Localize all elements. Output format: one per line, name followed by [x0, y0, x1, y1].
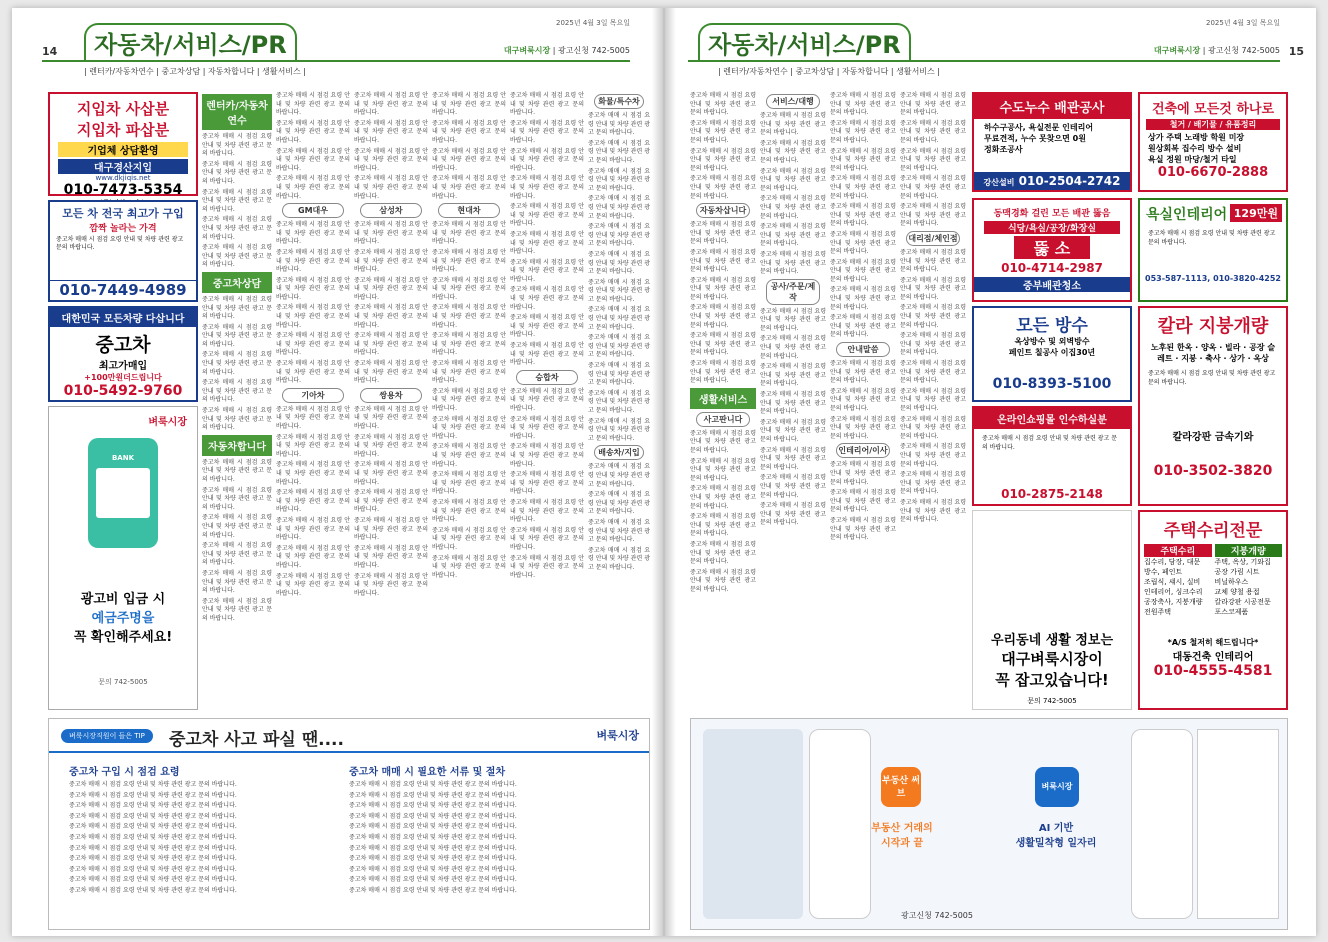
publisher-info: 대구벼룩시장 | 광고신청 742-5005 [1153, 46, 1280, 55]
ad-item: 무료견적, 누수 못찾으면 0원 [984, 134, 1086, 143]
ad-item: 하수구공사, 욕실전문 인테리어 [984, 123, 1094, 132]
phone-illustration [88, 438, 158, 548]
section-header: 대리점/체인점 [906, 231, 960, 246]
ad-title: 수도누수 배관공사 [974, 94, 1130, 119]
issue-date: 2025년 4월 3일 목요일 [1206, 19, 1280, 27]
category-subnav: | 렌터카/자동차연수 | 중고차상담 | 자동차합니다 | 생활서비스 | [84, 67, 306, 76]
page-title: 자동차/서비스/PR [84, 23, 297, 60]
ad-body: 중고차 매매 시 점검 요령 안내 및 차량 관련 광고 문의 바랍니다. [1148, 370, 1276, 386]
classified-column: 중고차 매매 시 점검 요령 안내 및 차량 관련 광고 문의 바랍니다. 중고차 매매 시 점검 요령 안내 및 차량 관련 광고 문의 바랍니다. 중고차 매매 시 점검 요령 안내 및 차량 관련 광고 문의 바랍니다. 중고차 매매 시 점검 요령 안내 및 차량 관련 광고 문의 바랍니다. 중고차 매매 시 점검 요령 안내 및 차량 관련 광고 문의 바랍니다. 중고차 매매 시 점검 요령 안내 및 차량 관련 광고 문의 바랍니다. 중고차 매매 시 점검 요령 안내 및 차량 관련 광고 문의 바랍니다. 중고차 매매 시 점검 요령 안내 및 차량 관련 광고 문의 바랍니다. 중고차 매매 시 점검 요령 안내 및 차량 관련 광고 문의 바랍니다. 중고차 매매 시 점검 요령 안내 및 차량 관련 광고 문의 바랍니다. 승합차 중고차 매매 시 점검 요령 안내 및 차량 관련 광고 문의 바랍니다. 중고차 매매 시 점검 요령 안내 및 차량 관련 광고 문의 바랍니다. 중고차 매매 시 점검 요령 안내 및 차량 관련 광고 문의 바랍니다. 중고차 매매 시 점검 요령 안내 및 차량 관련 광고 문의 바랍니다. 중고차 매매 시 점검 요령 안내 및 차량 관련 광고 문의 바랍니다. 중고차 매매 시 점검 요령 안내 및 차량 관련 광고 문의 바랍니다. 중고차 매매 시 점검 요령 안내 및 차량 관련 광고 문의 바랍니다. [510, 92, 584, 579]
section-header: 공사/주문/제작 [766, 279, 820, 305]
ad-company: 중부배관청소 [974, 277, 1130, 292]
ad-phone: 010-6670-2888 [1157, 165, 1269, 180]
notice-line: 광고비 입금 시 [80, 592, 166, 607]
ad-roof[interactable] [1138, 306, 1288, 506]
ad-brand: 칼라강판 금속기와 [1172, 432, 1254, 443]
ad-apply: 광고신청 742-5005 [558, 46, 630, 55]
section-header: 안내말씀 [836, 342, 890, 357]
ad-title: 온라인쇼핑몰 인수하실분 [974, 408, 1130, 429]
classified-column: 중고차 매매 시 점검 요령 안내 및 차량 관련 광고 문의 바랍니다. 중고차 매매 시 점검 요령 안내 및 차량 관련 광고 문의 바랍니다. 중고차 매매 시 점검 요령 안내 및 차량 관련 광고 문의 바랍니다. 중고차 매매 시 점검 요령 안내 및 차량 관련 광고 문의 바랍니다. 삼성차 중고차 매매 시 점검 요령 안내 및 차량 관련 광고 문의 바랍니다. 중고차 매매 시 점검 요령 안내 및 차량 관련 광고 문의 바랍니다. 중고차 매매 시 점검 요령 안내 및 차량 관련 광고 문의 바랍니다. 중고차 매매 시 점검 요령 안내 및 차량 관련 광고 문의 바랍니다. 중고차 매매 시 점검 요령 안내 및 차량 관련 광고 문의 바랍니다. 중고차 매매 시 점검 요령 안내 및 차량 관련 광고 문의 바랍니다. 쌍용차 중고차 매매 시 점검 요령 안내 및 차량 관련 광고 문의 바랍니다. 중고차 매매 시 점검 요령 안내 및 차량 관련 광고 문의 바랍니다. 중고차 매매 시 점검 요령 안내 및 차량 관련 광고 문의 바랍니다. 중고차 매매 시 점검 요령 안내 및 차량 관련 광고 문의 바랍니다. 중고차 매매 시 점검 요령 안내 및 차량 관련 광고 문의 바랍니다. 중고차 매매 시 점검 요령 안내 및 차량 관련 광고 문의 바랍니다. 중고차 매매 시 점검 요령 안내 및 차량 관련 광고 문의 바랍니다. [354, 92, 428, 597]
promo-line: 우리동네 생활 정보는 [990, 633, 1114, 648]
ad-col: 지붕개량 주택, 옥상, 기와집 공장 가림 시트 비닐하우스 교체 양철 용접 칼라강판 시공전문 포스코제품 [1215, 544, 1283, 617]
ad-title: 건축에 모든것 하나로 [1151, 102, 1275, 117]
ad-sub: 철거 / 배기물 / 유품정리 [1146, 119, 1280, 130]
ad-items [974, 119, 1130, 158]
section-header: GM대우 [282, 203, 344, 218]
ad-local-info[interactable] [972, 510, 1132, 710]
classified-column: 중고차 매매 시 점검 요령 안내 및 차량 관련 광고 문의 바랍니다. 중고차 매매 시 점검 요령 안내 및 차량 관련 광고 문의 바랍니다. 중고차 매매 시 점검 요령 안내 및 차량 관련 광고 문의 바랍니다. 중고차 매매 시 점검 요령 안내 및 차량 관련 광고 문의 바랍니다. 중고차 매매 시 점검 요령 안내 및 차량 관련 광고 문의 바랍니다. 중고차 매매 시 점검 요령 안내 및 차량 관련 광고 문의 바랍니다. 중고차 매매 시 점검 요령 안내 및 차량 관련 광고 문의 바랍니다. 중고차 매매 시 점검 요령 안내 및 차량 관련 광고 문의 바랍니다. 중고차 매매 시 점검 요령 안내 및 차량 관련 광고 문의 바랍니다. 안내말씀 중고차 매매 시 점검 요령 안내 및 차량 관련 광고 문의 바랍니다. 중고차 매매 시 점검 요령 안내 및 차량 관련 광고 문의 바랍니다. 중고차 매매 시 점검 요령 안내 및 차량 관련 광고 문의 바랍니다. 인테리어/이사 중고차 매매 시 점검 요령 안내 및 차량 관련 광고 문의 바랍니다. 중고차 매매 시 점검 요령 안내 및 차량 관련 광고 문의 바랍니다. 중고차 매매 시 점검 요령 안내 및 차량 관련 광고 문의 바랍니다. [830, 92, 896, 542]
left-page [12, 8, 650, 936]
section-header: 렌터카/자동차연수 [202, 94, 272, 130]
ad-title: 동맥경화 걸린 모든 배관 뚫음 [993, 209, 1111, 219]
section-header: 중고차상담 [202, 272, 272, 293]
classified-column: 서비스/대행 중고차 매매 시 점검 요령 안내 및 차량 관련 광고 문의 바랍니다. 중고차 매매 시 점검 요령 안내 및 차량 관련 광고 문의 바랍니다. 중고차 매매 시 점검 요령 안내 및 차량 관련 광고 문의 바랍니다. 중고차 매매 시 점검 요령 안내 및 차량 관련 광고 문의 바랍니다. 중고차 매매 시 점검 요령 안내 및 차량 관련 광고 문의 바랍니다. 중고차 매매 시 점검 요령 안내 및 차량 관련 광고 문의 바랍니다. 공사/주문/제작 중고차 매매 시 점검 요령 안내 및 차량 관련 광고 문의 바랍니다. 중고차 매매 시 점검 요령 안내 및 차량 관련 광고 문의 바랍니다. 중고차 매매 시 점검 요령 안내 및 차량 관련 광고 문의 바랍니다. 중고차 매매 시 점검 요령 안내 및 차량 관련 광고 문의 바랍니다. 중고차 매매 시 점검 요령 안내 및 차량 관련 광고 문의 바랍니다. 중고차 매매 시 점검 요령 안내 및 차량 관련 광고 문의 바랍니다. 중고차 매매 시 점검 요령 안내 및 차량 관련 광고 문의 바랍니다. 중고차 매매 시 점검 요령 안내 및 차량 관련 광고 문의 바랍니다. [760, 92, 826, 712]
section-header: 쌍용차 [360, 388, 422, 403]
phone-mockup [1131, 729, 1193, 919]
ad-line: 대구경산지입 [58, 159, 188, 174]
ad-title: 모든 차 전국 최고가 구입 [62, 207, 184, 220]
issue-date: 2025년 4월 3일 목요일 [556, 19, 630, 27]
job-list-screenshot [1197, 729, 1279, 919]
app-logo[interactable]: 부동산 써브 [881, 767, 921, 807]
publisher-name: 대구벼룩시장 [503, 46, 551, 55]
section-header: 현대차 [438, 203, 500, 218]
ad-item: 정화조공사 [984, 145, 1023, 154]
ask-line: 문의 742-5005 [98, 678, 148, 686]
ad-body: 중고차 매매 시 점검 요령 안내 및 차량 관련 광고 문의 바랍니다. [1148, 230, 1276, 246]
section-header: 사고판니다 [696, 412, 750, 427]
section-header: 생활서비스 [690, 388, 756, 409]
ad-body: 중고차 매매 시 점검 요령 안내 및 차량 관련 광고 문의 바랍니다. [56, 236, 184, 251]
ad-apply: 광고신청 742-5005 [1208, 46, 1280, 55]
tips-tag: 벼룩시장직원이 들은 TIP [61, 729, 153, 743]
section-header: 승합차 [516, 370, 578, 385]
tips-text-2: 중고차 매매 시 점검 요령 안내 및 차량 관련 광고 문의 바랍니다. 중고차 매매 시 점검 요령 안내 및 차량 관련 광고 문의 바랍니다. 중고차 매매 시 점검 요령 안내 및 차량 관련 광고 문의 바랍니다. 중고차 매매 시 점검 요령 안내 및 차량 관련 광고 문의 바랍니다. 중고차 매매 시 점검 요령 안내 및 차량 관련 광고 문의 바랍니다. 중고차 매매 시 점검 요령 안내 및 차량 관련 광고 문의 바랍니다. 중고차 매매 시 점검 요령 안내 및 차량 관련 광고 문의 바랍니다. 중고차 매매 시 점검 요령 안내 및 차량 관련 광고 문의 바랍니다. 중고차 매매 시 점검 요령 안내 및 차량 관련 광고 문의 바랍니다. 중고차 매매 시 점검 요령 안내 및 차량 관련 광고 문의 바랍니다. 중고차 매매 시 점검 요령 안내 및 차량 관련 광고 문의 바랍니다. [349, 781, 517, 894]
section-header: 배송차/지입 [594, 445, 644, 460]
ad-col: 주택수리 집수리, 담장, 대문 방수, 페인트 조립식, 섀시, 실비 인테리어, 싱크수리 공장축사, 지붕개량 전원주택 [1144, 544, 1212, 617]
ask-line: 문의 742-5005 [1027, 697, 1077, 705]
ad-sub: 노후된 한옥 · 양옥 · 빌라 · 공장 슬레트 · 지붕 · 축사 · 상가 · 옥상 [1150, 343, 1276, 363]
ad-deposit-notice[interactable] [48, 406, 198, 710]
ask-line: 광고신청 742-5005 [901, 911, 973, 920]
app-logo[interactable]: 벼룩시장 [1035, 767, 1079, 807]
ad-line: 지입차 파삽분 [76, 121, 170, 139]
ad-phone: 010-4555-4581 [1153, 663, 1273, 679]
ad-phone-bar: 강산설비 010-2504-2742 [974, 172, 1130, 190]
page-number: 15 [1288, 45, 1304, 58]
ad-plumbing[interactable] [972, 92, 1132, 192]
ad-line: 지입차 사삽분 [76, 100, 170, 118]
ad-phone: 010-7449-4989 [50, 280, 196, 299]
ad-title: 대한민국 모든차량 다삽니다 [50, 308, 196, 327]
app-promo-box [690, 718, 1288, 930]
section-header: 화물/특수차 [594, 94, 644, 109]
ad-used-car-buy[interactable] [48, 306, 198, 402]
ad-online-shop[interactable] [972, 406, 1132, 506]
ad-items: 옥상방수 및 외벽방수 페인트 칠공사 이집30년 [1008, 337, 1096, 357]
ad-sub: 최고가매입 [98, 361, 148, 372]
section-header: 기아차 [282, 388, 344, 403]
page-title: 자동차/서비스/PR [698, 23, 911, 60]
section-header: 자동차삽니다 [696, 203, 750, 218]
app-tagline: AI 기반 생활밀착형 일자리 [1015, 823, 1097, 849]
promo-line: 꼭 잡고있습니다! [995, 671, 1109, 689]
ad-building[interactable] [1138, 92, 1288, 192]
ad-bath-interior[interactable] [1138, 198, 1288, 302]
page-number: 14 [42, 45, 58, 58]
left-header [42, 19, 630, 62]
publisher-name: 대구벼룩시장 [1153, 46, 1201, 55]
ad-waterproof[interactable] [972, 306, 1132, 402]
ad-phone: 010-7473-5354 [63, 182, 183, 198]
section-header: 서비스/대행 [766, 94, 820, 109]
tips-text-1: 중고차 매매 시 점검 요령 안내 및 차량 관련 광고 문의 바랍니다. 중고차 매매 시 점검 요령 안내 및 차량 관련 광고 문의 바랍니다. 중고차 매매 시 점검 요령 안내 및 차량 관련 광고 문의 바랍니다. 중고차 매매 시 점검 요령 안내 및 차량 관련 광고 문의 바랍니다. 중고차 매매 시 점검 요령 안내 및 차량 관련 광고 문의 바랍니다. 중고차 매매 시 점검 요령 안내 및 차량 관련 광고 문의 바랍니다. 중고차 매매 시 점검 요령 안내 및 차량 관련 광고 문의 바랍니다. 중고차 매매 시 점검 요령 안내 및 차량 관련 광고 문의 바랍니다. 중고차 매매 시 점검 요령 안내 및 차량 관련 광고 문의 바랍니다. 중고차 매매 시 점검 요령 안내 및 차량 관련 광고 문의 바랍니다. 중고차 매매 시 점검 요령 안내 및 차량 관련 광고 문의 바랍니다. [69, 781, 237, 894]
brand-logo: 벼룩시장 [596, 729, 639, 742]
ad-title: 욕실인테리어 [1146, 207, 1228, 223]
section-header: 인테리어/이사 [836, 443, 890, 458]
ad-all-cars[interactable] [48, 200, 198, 302]
ad-subtitle: 깜짝 놀라는 가격 [89, 224, 157, 234]
ad-phone: 010-5492-9760 [63, 383, 183, 399]
ad-sub: 식당/욕실/공장/화장실 [984, 221, 1120, 234]
ad-phone: 053-587-1113, 010-3820-4252 [1145, 274, 1281, 283]
ad-title: 모든 방수 [1016, 316, 1088, 336]
publisher-info: 대구벼룩시장 | 광고신청 742-5005 [503, 46, 630, 55]
ad-house-repair[interactable] [1138, 510, 1288, 710]
ad-phone: 010-3502-3820 [1153, 463, 1273, 479]
ad-title: 주택수리전문 [1163, 521, 1263, 541]
ad-phone: 010-8393-5100 [992, 376, 1112, 392]
notice-line: 예금주명을 [91, 611, 155, 626]
ad-foot: *A/S 철저히 해드립니다* [1167, 638, 1259, 647]
ad-phone: 010-2875-2148 [1001, 487, 1103, 501]
category-subnav: | 렌터카/자동차연수 | 중고차상담 | 자동차합니다 | 생활서비스 | [718, 67, 940, 76]
ad-site: www.dkjiqis.net [95, 174, 151, 182]
ad-phone: 010-4714-2987 [1001, 261, 1103, 275]
bank-label: BANK [111, 454, 135, 462]
notice-line: 꼭 확인해주세요! [73, 630, 173, 645]
ad-items: 상가 주택 노래방 학원 미장 원상회복 집수리 방수 설비 욕실 정원 마당/철거 타일 [1148, 133, 1245, 164]
newspaper-spread [12, 8, 1316, 936]
ad-pipe-clean[interactable] [972, 198, 1132, 302]
right-page [688, 8, 1316, 936]
screen-icon [96, 468, 150, 518]
app-tagline: 부동산 거래의 시작과 끝 [871, 823, 933, 849]
phone-mockup [809, 729, 871, 919]
ad-big: 뚫 소 [1014, 236, 1090, 259]
ad-bonus: +100만원더드립니다 [84, 373, 162, 382]
page-gutter [652, 8, 676, 936]
tips-title: 중고차 사고 파실 땐.... [169, 730, 344, 750]
promo-line: 대구벼룩시장이 [1001, 650, 1103, 668]
classified-column: 중고차 매매 시 점검 요령 안내 및 차량 관련 광고 문의 바랍니다. 중고차 매매 시 점검 요령 안내 및 차량 관련 광고 문의 바랍니다. 중고차 매매 시 점검 요령 안내 및 차량 관련 광고 문의 바랍니다. 중고차 매매 시 점검 요령 안내 및 차량 관련 광고 문의 바랍니다. GM대우 중고차 매매 시 점검 요령 안내 및 차량 관련 광고 문의 바랍니다. 중고차 매매 시 점검 요령 안내 및 차량 관련 광고 문의 바랍니다. 중고차 매매 시 점검 요령 안내 및 차량 관련 광고 문의 바랍니다. 중고차 매매 시 점검 요령 안내 및 차량 관련 광고 문의 바랍니다. 중고차 매매 시 점검 요령 안내 및 차량 관련 광고 문의 바랍니다. 중고차 매매 시 점검 요령 안내 및 차량 관련 광고 문의 바랍니다. 기아차 중고차 매매 시 점검 요령 안내 및 차량 관련 광고 문의 바랍니다. 중고차 매매 시 점검 요령 안내 및 차량 관련 광고 문의 바랍니다. 중고차 매매 시 점검 요령 안내 및 차량 관련 광고 문의 바랍니다. 중고차 매매 시 점검 요령 안내 및 차량 관련 광고 문의 바랍니다. 중고차 매매 시 점검 요령 안내 및 차량 관련 광고 문의 바랍니다. 중고차 매매 시 점검 요령 안내 및 차량 관련 광고 문의 바랍니다. 중고차 매매 시 점검 요령 안내 및 차량 관련 광고 문의 바랍니다. [276, 92, 350, 597]
tips-heading-1: 중고차 구입 시 점검 요령 [69, 767, 180, 778]
classified-column: 렌터카/자동차연수 중고차 매매 시 점검 요령 안내 및 차량 관련 광고 문의 바랍니다. 중고차 매매 시 점검 요령 안내 및 차량 관련 광고 문의 바랍니다. 중고차 매매 시 점검 요령 안내 및 차량 관련 광고 문의 바랍니다. 중고차 매매 시 점검 요령 안내 및 차량 관련 광고 문의 바랍니다. 중고차 매매 시 점검 요령 안내 및 차량 관련 광고 문의 바랍니다. 중고차상담 중고차 매매 시 점검 요령 안내 및 차량 관련 광고 문의 바랍니다. 중고차 매매 시 점검 요령 안내 및 차량 관련 광고 문의 바랍니다. 중고차 매매 시 점검 요령 안내 및 차량 관련 광고 문의 바랍니다. 중고차 매매 시 점검 요령 안내 및 차량 관련 광고 문의 바랍니다. 중고차 매매 시 점검 요령 안내 및 차량 관련 광고 문의 바랍니다. 자동차합니다 중고차 매매 시 점검 요령 안내 및 차량 관련 광고 문의 바랍니다. 중고차 매매 시 점검 요령 안내 및 차량 관련 광고 문의 바랍니다. 중고차 매매 시 점검 요령 안내 및 차량 관련 광고 문의 바랍니다. 중고차 매매 시 점검 요령 안내 및 차량 관련 광고 문의 바랍니다. 중고차 매매 시 점검 요령 안내 및 차량 관련 광고 문의 바랍니다. 중고차 매매 시 점검 요령 안내 및 차량 관련 광고 문의 바랍니다. [202, 92, 272, 712]
ad-title: 칼라 지붕개량 [1157, 316, 1269, 337]
ad-columns [1144, 544, 1282, 617]
ad-jiip[interactable] [48, 92, 198, 196]
ad-line: 기업체 상담환영 [58, 142, 188, 157]
section-header: 삼성차 [360, 203, 422, 218]
tips-box [48, 718, 650, 930]
ad-company: 대동건축 인테리어 [1172, 652, 1254, 663]
ad-price: 129만원 [1230, 204, 1282, 222]
brand-logo: 벼룩시장 [148, 417, 187, 428]
tips-heading-2: 중고차 매매 시 필요한 서류 및 절차 [349, 767, 506, 778]
section-header: 자동차합니다 [202, 435, 272, 456]
classified-column: 중고차 매매 시 점검 요령 안내 및 차량 관련 광고 문의 바랍니다. 중고차 매매 시 점검 요령 안내 및 차량 관련 광고 문의 바랍니다. 중고차 매매 시 점검 요령 안내 및 차량 관련 광고 문의 바랍니다. 중고차 매매 시 점검 요령 안내 및 차량 관련 광고 문의 바랍니다. 현대차 중고차 매매 시 점검 요령 안내 및 차량 관련 광고 문의 바랍니다. 중고차 매매 시 점검 요령 안내 및 차량 관련 광고 문의 바랍니다. 중고차 매매 시 점검 요령 안내 및 차량 관련 광고 문의 바랍니다. 중고차 매매 시 점검 요령 안내 및 차량 관련 광고 문의 바랍니다. 중고차 매매 시 점검 요령 안내 및 차량 관련 광고 문의 바랍니다. 중고차 매매 시 점검 요령 안내 및 차량 관련 광고 문의 바랍니다. 중고차 매매 시 점검 요령 안내 및 차량 관련 광고 문의 바랍니다. 중고차 매매 시 점검 요령 안내 및 차량 관련 광고 문의 바랍니다. 중고차 매매 시 점검 요령 안내 및 차량 관련 광고 문의 바랍니다. 중고차 매매 시 점검 요령 안내 및 차량 관련 광고 문의 바랍니다. 중고차 매매 시 점검 요령 안내 및 차량 관련 광고 문의 바랍니다. 중고차 매매 시 점검 요령 안내 및 차량 관련 광고 문의 바랍니다. 중고차 매매 시 점검 요령 안내 및 차량 관련 광고 문의 바랍니다. [432, 92, 506, 579]
map-screenshot [703, 729, 803, 919]
ad-body: 중고차 매매 시 점검 요령 안내 및 차량 관련 광고 문의 바랍니다. [982, 435, 1117, 451]
classified-column: 화물/특수차 중고차 매매 시 점검 요령 안내 및 차량 관련 광고 문의 바랍니다. 중고차 매매 시 점검 요령 안내 및 차량 관련 광고 문의 바랍니다. 중고차 매매 시 점검 요령 안내 및 차량 관련 광고 문의 바랍니다. 중고차 매매 시 점검 요령 안내 및 차량 관련 광고 문의 바랍니다. 중고차 매매 시 점검 요령 안내 및 차량 관련 광고 문의 바랍니다. 중고차 매매 시 점검 요령 안내 및 차량 관련 광고 문의 바랍니다. 중고차 매매 시 점검 요령 안내 및 차량 관련 광고 문의 바랍니다. 중고차 매매 시 점검 요령 안내 및 차량 관련 광고 문의 바랍니다. 중고차 매매 시 점검 요령 안내 및 차량 관련 광고 문의 바랍니다. 중고차 매매 시 점검 요령 안내 및 차량 관련 광고 문의 바랍니다. 중고차 매매 시 점검 요령 안내 및 차량 관련 광고 문의 바랍니다. 중고차 매매 시 점검 요령 안내 및 차량 관련 광고 문의 바랍니다. 배송차/지입 중고차 매매 시 점검 요령 안내 및 차량 관련 광고 문의 바랍니다. 중고차 매매 시 점검 요령 안내 및 차량 관련 광고 문의 바랍니다. 중고차 매매 시 점검 요령 안내 및 차량 관련 광고 문의 바랍니다. 중고차 매매 시 점검 요령 안내 및 차량 관련 광고 문의 바랍니다. [588, 92, 650, 712]
right-header [688, 19, 1304, 62]
classified-column: 중고차 매매 시 점검 요령 안내 및 차량 관련 광고 문의 바랍니다. 중고차 매매 시 점검 요령 안내 및 차량 관련 광고 문의 바랍니다. 중고차 매매 시 점검 요령 안내 및 차량 관련 광고 문의 바랍니다. 중고차 매매 시 점검 요령 안내 및 차량 관련 광고 문의 바랍니다. 자동차삽니다 중고차 매매 시 점검 요령 안내 및 차량 관련 광고 문의 바랍니다. 중고차 매매 시 점검 요령 안내 및 차량 관련 광고 문의 바랍니다. 중고차 매매 시 점검 요령 안내 및 차량 관련 광고 문의 바랍니다. 중고차 매매 시 점검 요령 안내 및 차량 관련 광고 문의 바랍니다. 중고차 매매 시 점검 요령 안내 및 차량 관련 광고 문의 바랍니다. 중고차 매매 시 점검 요령 안내 및 차량 관련 광고 문의 바랍니다. 생활서비스 사고판니다 중고차 매매 시 점검 요령 안내 및 차량 관련 광고 문의 바랍니다. 중고차 매매 시 점검 요령 안내 및 차량 관련 광고 문의 바랍니다. 중고차 매매 시 점검 요령 안내 및 차량 관련 광고 문의 바랍니다. 중고차 매매 시 점검 요령 안내 및 차량 관련 광고 문의 바랍니다. 중고차 매매 시 점검 요령 안내 및 차량 관련 광고 문의 바랍니다. 중고차 매매 시 점검 요령 안내 및 차량 관련 광고 문의 바랍니다. [690, 92, 756, 593]
ad-big: 중고차 [95, 334, 151, 356]
classified-column: 중고차 매매 시 점검 요령 안내 및 차량 관련 광고 문의 바랍니다. 중고차 매매 시 점검 요령 안내 및 차량 관련 광고 문의 바랍니다. 중고차 매매 시 점검 요령 안내 및 차량 관련 광고 문의 바랍니다. 중고차 매매 시 점검 요령 안내 및 차량 관련 광고 문의 바랍니다. 중고차 매매 시 점검 요령 안내 및 차량 관련 광고 문의 바랍니다. 대리점/체인점 중고차 매매 시 점검 요령 안내 및 차량 관련 광고 문의 바랍니다. 중고차 매매 시 점검 요령 안내 및 차량 관련 광고 문의 바랍니다. 중고차 매매 시 점검 요령 안내 및 차량 관련 광고 문의 바랍니다. 중고차 매매 시 점검 요령 안내 및 차량 관련 광고 문의 바랍니다. 중고차 매매 시 점검 요령 안내 및 차량 관련 광고 문의 바랍니다. 중고차 매매 시 점검 요령 안내 및 차량 관련 광고 문의 바랍니다. 중고차 매매 시 점검 요령 안내 및 차량 관련 광고 문의 바랍니다. 중고차 매매 시 점검 요령 안내 및 차량 관련 광고 문의 바랍니다. 중고차 매매 시 점검 요령 안내 및 차량 관련 광고 문의 바랍니다. 중고차 매매 시 점검 요령 안내 및 차량 관련 광고 문의 바랍니다. [900, 92, 966, 524]
